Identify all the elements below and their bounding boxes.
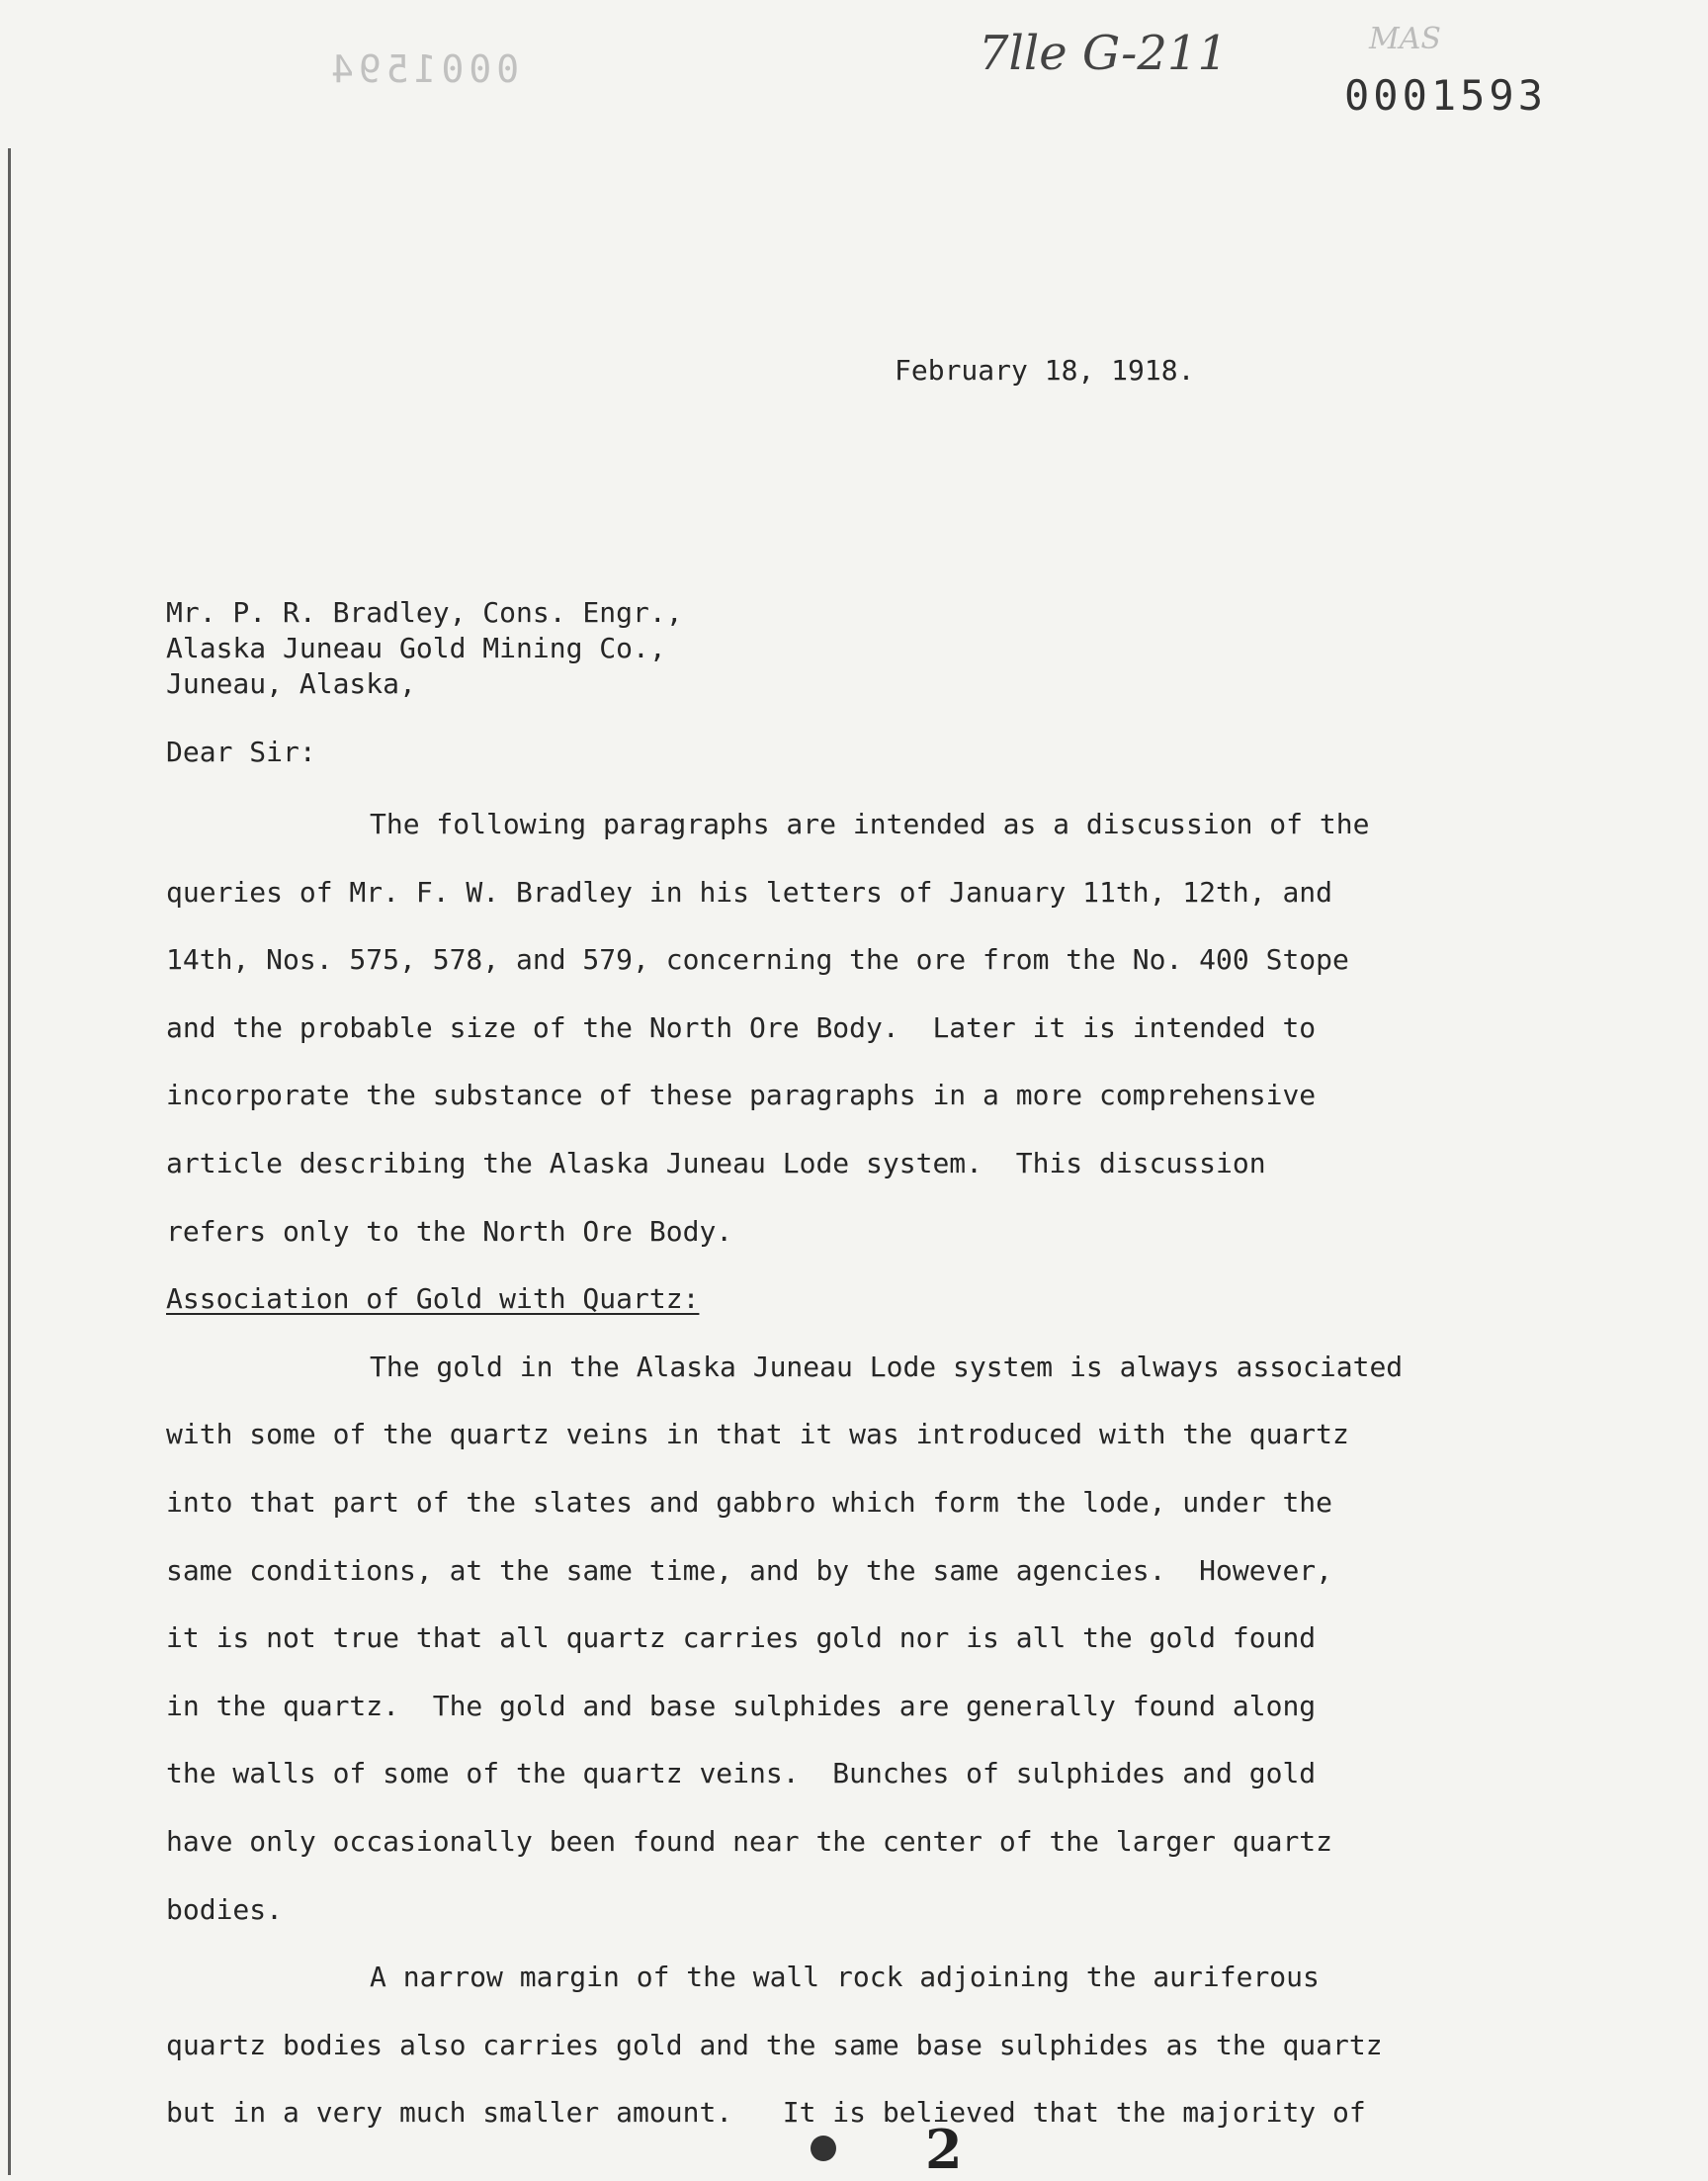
body-line: but in a very much smaller amount. It is believed that the majority of (166, 2096, 1366, 2130)
body-line: refers only to the North Ore Body. (166, 1214, 733, 1248)
recipient-address (166, 595, 683, 702)
body-line: with some of the quartz veins in that it was introduced with the quartz (166, 1418, 1349, 1451)
body-line: bodies. (166, 1892, 284, 1926)
address-line: Mr. P. R. Bradley, Cons. Engr., (166, 596, 683, 629)
page-number: 2 (925, 2118, 963, 2181)
salutation: Dear Sir: (166, 736, 316, 768)
body-line: The following paragraphs are intended as a discussion of the (370, 808, 1370, 840)
body-line: in the quartz. The gold and base sulphides are generally found along (166, 1689, 1317, 1722)
letter-date: February 18, 1918. (895, 354, 1195, 387)
body-line: queries of Mr. F. W. Bradley in his letters of January 11th, 12th, and (166, 875, 1333, 909)
body-line: article describing the Alaska Juneau Lode system. This discussion (166, 1146, 1266, 1179)
page-edge-rule (8, 148, 11, 2175)
body-line: A narrow margin of the wall rock adjoining the auriferous (370, 1961, 1320, 1994)
document-number: 0001593 (1344, 71, 1548, 120)
body-line: it is not true that all quartz carries gold nor is all the gold found (166, 1621, 1317, 1655)
body-line: The gold in the Alaska Juneau Lode system is always associated (370, 1350, 1404, 1383)
section-heading: Association of Gold with Quartz: (166, 1282, 700, 1316)
body-line: incorporate the substance of these paragraphs in a more comprehensive (166, 1079, 1317, 1112)
body-line: 14th, Nos. 575, 578, and 579, concerning the ore from the No. 400 Stope (166, 943, 1349, 977)
ink-smudge (811, 2136, 836, 2161)
address-line: Alaska Juneau Gold Mining Co., (166, 632, 666, 664)
body-line: into that part of the slates and gabbro which form the lode, under the (166, 1485, 1333, 1519)
body-line: same conditions, at the same time, and by the same agencies. However, (166, 1553, 1333, 1587)
faint-reversed-stamp: 0001594 (326, 47, 520, 91)
faint-handwriting: MAS (1369, 22, 1441, 56)
letter-body (166, 791, 1649, 2147)
body-line: quartz bodies also carries gold and the same base sulphides as the quartz (166, 2028, 1383, 2061)
body-line: and the probable size of the North Ore Body. Later it is intended to (166, 1010, 1317, 1044)
body-line: have only occasionally been found near the center of the larger quartz (166, 1824, 1333, 1858)
body-line: the walls of some of the quartz veins. Bunches of sulphides and gold (166, 1757, 1317, 1790)
handwritten-note: 7lle G-211 (979, 26, 1228, 81)
address-line: Juneau, Alaska, (166, 667, 416, 700)
